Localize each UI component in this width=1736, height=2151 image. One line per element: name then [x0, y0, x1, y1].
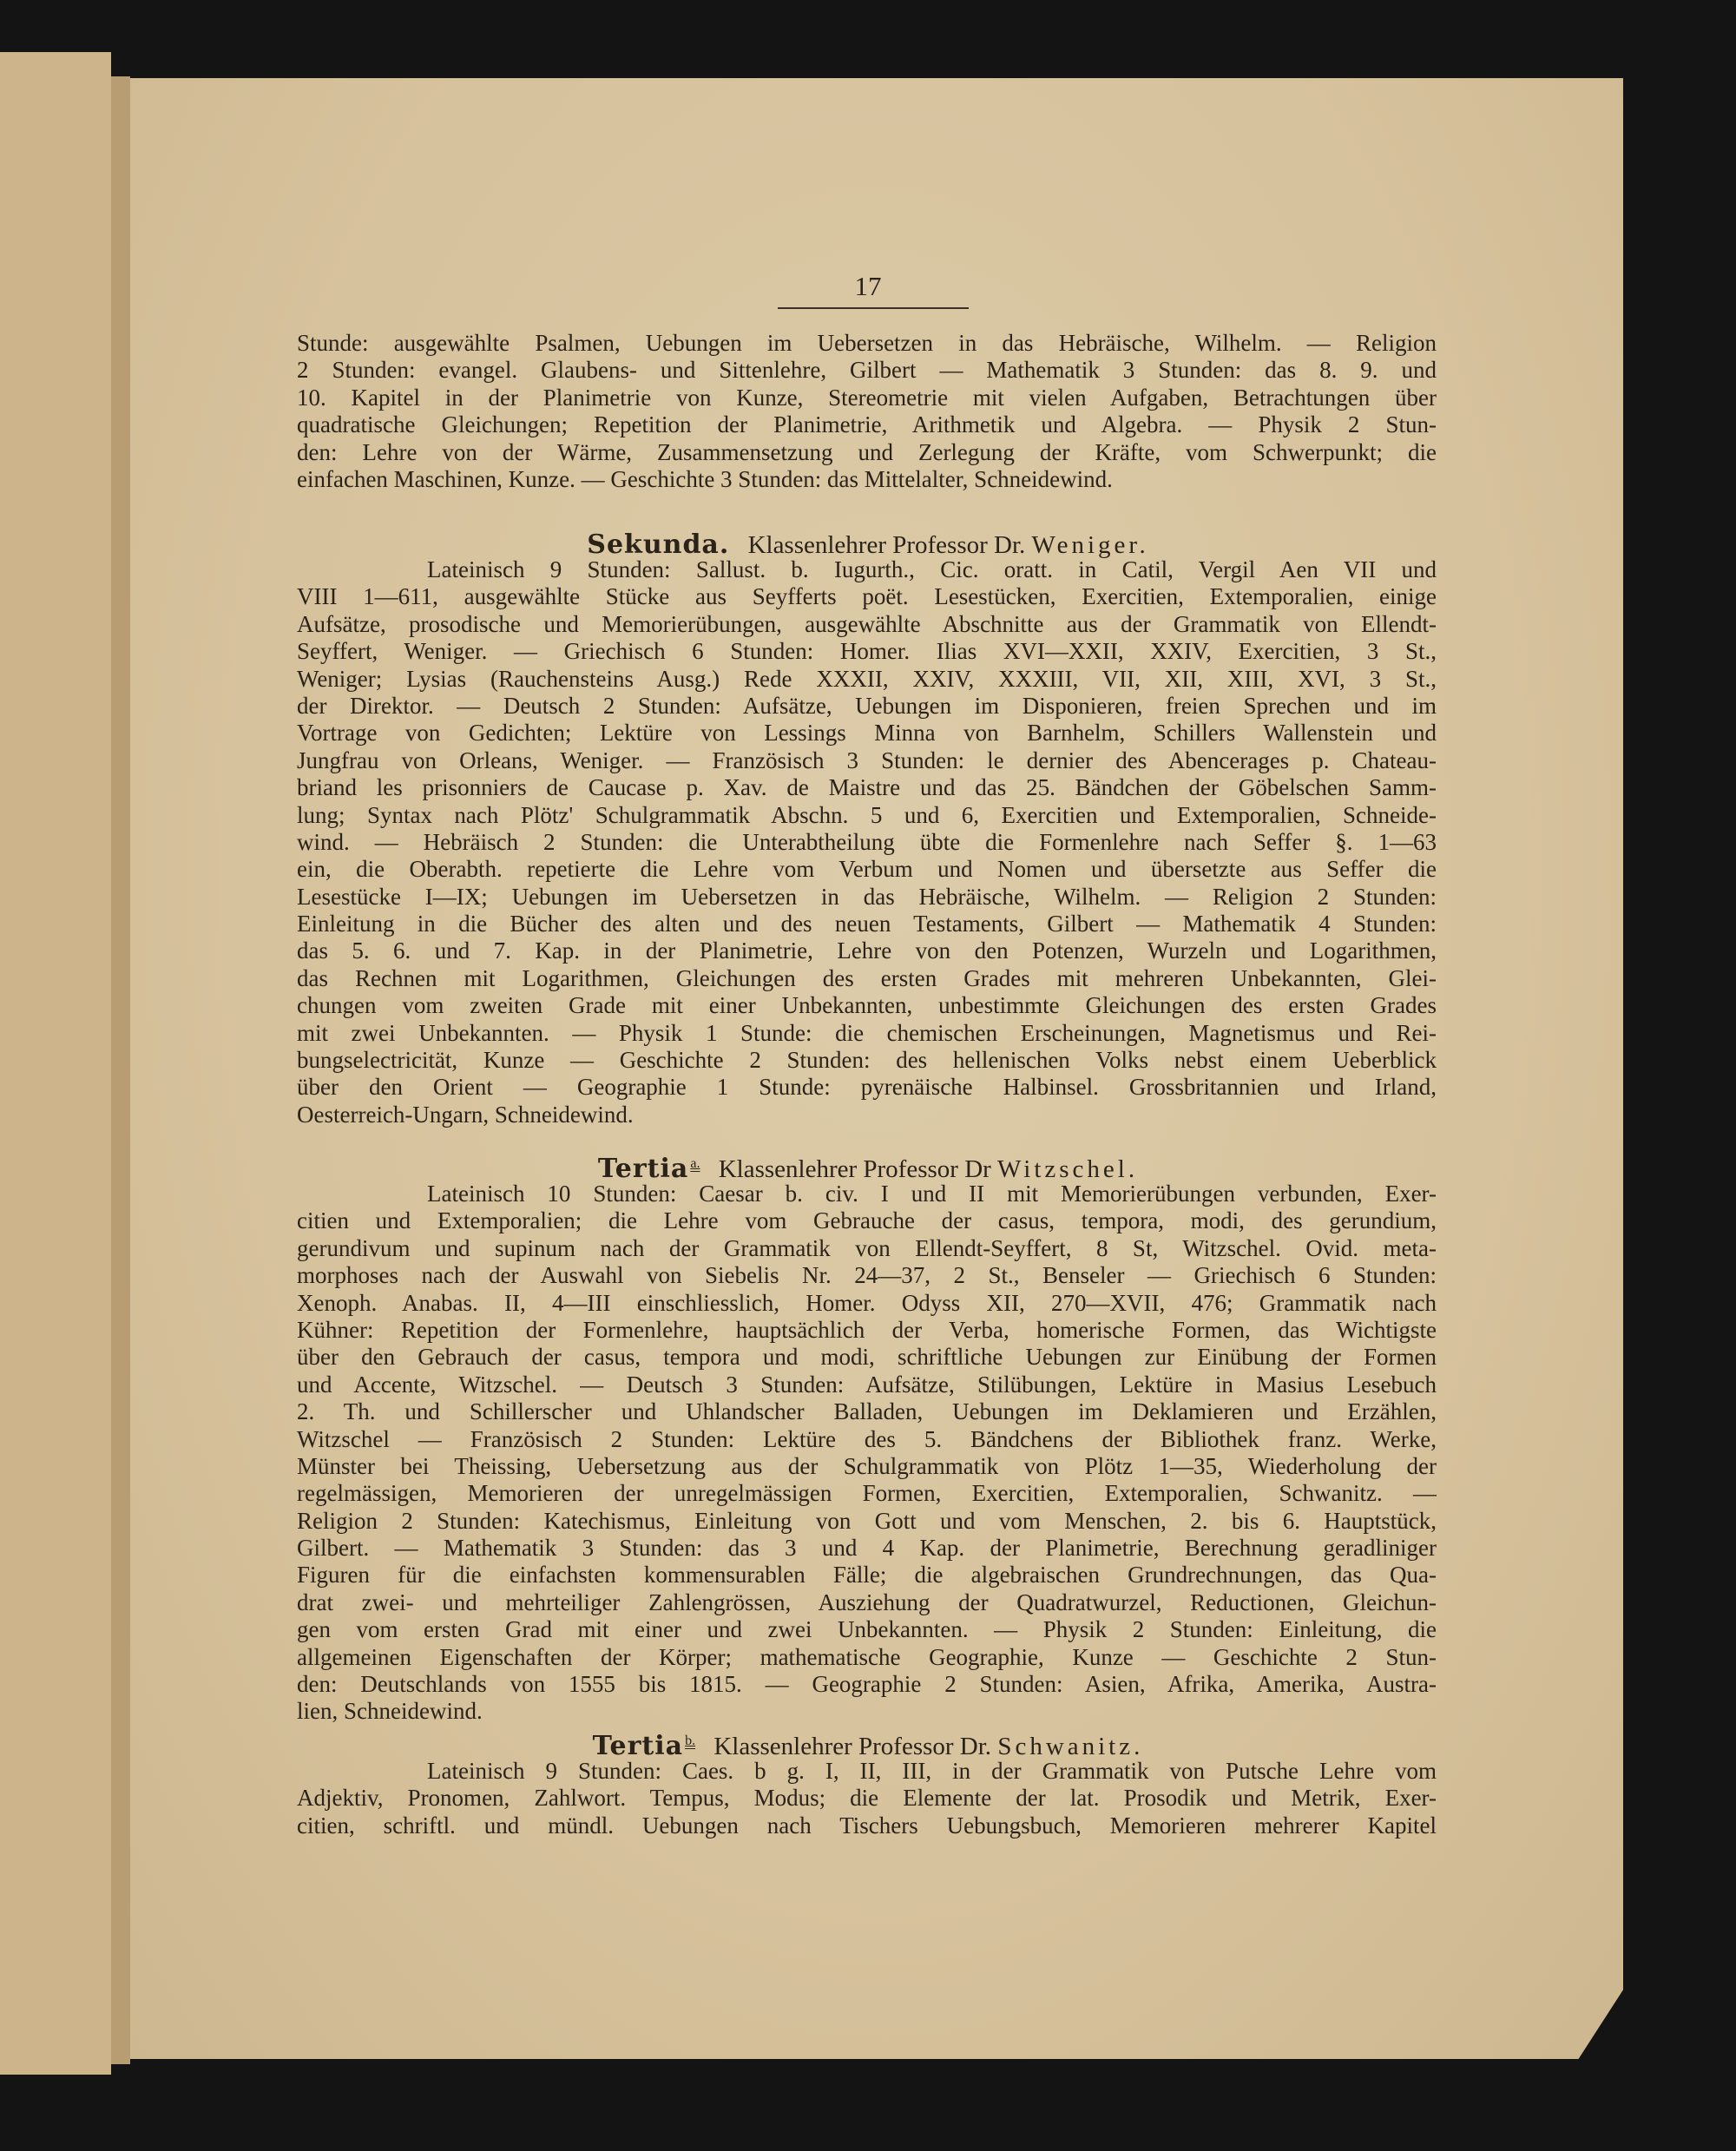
text-line: briand les prisonniers de Caucase p. Xav. de Maistre und das 25. Bändchen der Göbelschen Samm- — [297, 774, 1437, 801]
text-line: allgemeinen Eigenschaften der Körper; mathematische Geographie, Kunze — Geschichte 2 Stun- — [297, 1643, 1437, 1670]
text-line: Figuren für die einfachsten kommensurablen Fälle; die algebraischen Grundrechnungen, das Qua- — [297, 1562, 1437, 1589]
text-line: lung; Syntax nach Plötz' Schulgrammatik Abschn. 5 und 6, Exercitien und Extemporalien, Schneide- — [297, 801, 1437, 828]
text-line: Xenoph. Anabas. II, 4—III einschliesslich, Homer. Odyss XII, 270—XVII, 476; Grammatik nach — [297, 1289, 1437, 1316]
tertia-a-paragraph — [297, 1181, 1437, 1726]
tertia-b-title: Tertia — [592, 1731, 684, 1761]
text-line: morphoses nach der Auswahl von Siebelis Nr. 24—37, 2 St., Benseler — Griechisch 6 Stunden: — [297, 1262, 1437, 1289]
tertia-b-heading — [0, 1731, 1736, 1761]
text-line: citien, schriftl. und mündl. Uebungen nach Tischers Uebungsbuch, Memorieren mehrerer Kapitel — [297, 1812, 1437, 1839]
text-line: Seyffert, Weniger. — Griechisch 6 Stunden: Homer. Ilias XVI—XXII, XXIV, Exercitien, 3 St., — [297, 638, 1437, 665]
text-line: drat zwei- und mehrteiliger Zahlengrössen, Ausziehung der Quadratwurzel, Reductionen, Gleichun- — [297, 1589, 1437, 1615]
intro-paragraph — [297, 330, 1437, 493]
text-line: citien und Extemporalien; die Lehre vom Gebrauche der casus, tempora, modi, des gerundium, — [297, 1207, 1437, 1234]
text-line: gen vom ersten Grad mit einer und zwei Unbekannten. — Physik 2 Stunden: Einleitung, die — [297, 1616, 1437, 1643]
text-line: Einleitung in die Bücher des alten und des neuen Testaments, Gilbert — Mathematik 4 Stunden: — [297, 911, 1437, 937]
text-line: Kühner: Repetition der Formenlehre, hauptsächlich der Verba, homerische Formen, das Wichtigste — [297, 1316, 1437, 1343]
text-line: Lateinisch 9 Stunden: Caes. b g. I, II, III, in der Grammatik von Putsche Lehre vom — [427, 1758, 1437, 1784]
text-line: Adjektiv, Pronomen, Zahlwort. Tempus, Modus; die Elemente der lat. Prosodik und Metrik, Exer- — [297, 1785, 1437, 1812]
sekunda-paragraph — [297, 556, 1437, 1128]
sekunda-heading — [0, 530, 1736, 560]
tertia-a-title: Tertia — [597, 1154, 689, 1184]
text-line: Stunde: ausgewählte Psalmen, Uebungen im Uebersetzen in das Hebräische, Wilhelm. — Religion — [297, 330, 1437, 356]
text-line: 10. Kapitel in der Planimetrie von Kunze, Stereometrie mit vielen Aufgaben, Betrachtungen über — [297, 384, 1437, 411]
text-line: der Direktor. — Deutsch 2 Stunden: Aufsätze, Uebungen im Disponieren, freien Sprechen und im — [297, 692, 1437, 719]
tertia-a-heading — [0, 1154, 1736, 1184]
text-line: Witzschel — Französisch 2 Stunden: Lektüre des 5. Bändchens der Bibliothek franz. Werke, — [297, 1425, 1437, 1452]
page-number: 17 — [854, 271, 882, 301]
text-line: über den Orient — Geographie 1 Stunde: pyrenäische Halbinsel. Grossbritannien und Irland, — [297, 1074, 1437, 1101]
text-line: über den Gebrauch der casus, tempora und modi, schriftliche Uebungen zur Einübung der Formen — [297, 1344, 1437, 1371]
text-line: Lateinisch 10 Stunden: Caesar b. civ. I und II mit Memorierübungen verbunden, Exer- — [427, 1181, 1437, 1207]
tertia-b-sup: b. — [685, 1733, 696, 1749]
tertia-a-teacher-prefix: Klassenlehrer Professor Dr — [718, 1155, 991, 1183]
text-line: regelmässigen, Memorieren der unregelmässigen Formen, Exercitien, Extemporalien, Schwanitz. — — [297, 1480, 1437, 1507]
text-line: VIII 1—611, ausgewählte Stücke aus Seyfferts poët. Lesestücken, Exercitien, Extemporalien, einige — [297, 583, 1437, 610]
text-line: Münster bei Theissing, Uebersetzung aus der Schulgrammatik von Plötz 1—35, Wiederholung der — [297, 1452, 1437, 1479]
text-line: das 5. 6. und 7. Kap. in der Planimetrie, Lehre von den Potenzen, Wurzeln und Logarithmen, — [297, 937, 1437, 964]
book-spine — [111, 76, 130, 2064]
text-line: Aufsätze, prosodische und Memorierübungen, ausgewählte Abschnitte aus der Grammatik von Ellendt- — [297, 610, 1437, 637]
text-line: lien, Schneidewind. — [297, 1698, 483, 1725]
text-line: 2 Stunden: evangel. Glaubens- und Sittenlehre, Gilbert — Mathematik 3 Stunden: das 8. 9. und — [297, 357, 1437, 384]
text-line: 2. Th. und Schillerscher und Uhlandscher Balladen, Uebungen im Deklamieren und Erzählen, — [297, 1398, 1437, 1425]
tertia-b-teacher-prefix: Klassenlehrer Professor Dr. — [713, 1733, 992, 1760]
tertia-b-paragraph — [297, 1758, 1437, 1839]
tertia-a-teacher-name: Witzschel. — [997, 1155, 1139, 1183]
text-line: gerundivum und supinum nach der Grammatik von Ellendt-Seyffert, 8 St, Witzschel. Ovid. meta- — [297, 1234, 1437, 1261]
text-line: ein, die Oberabth. repetierte die Lehre vom Verbum und Nomen und übersetzte aus Seffer die — [297, 856, 1437, 883]
text-line: quadratische Gleichungen; Repetition der Planimetrie, Arithmetik und Algebra. — Physik 2 Stun- — [297, 411, 1437, 438]
text-line: den: Deutschlands von 1555 bis 1815. — Geographie 2 Stunden: Asien, Afrika, Amerika, Austra- — [297, 1671, 1437, 1698]
tertia-b-teacher-name: Schwanitz. — [997, 1733, 1144, 1760]
text-line: den: Lehre von der Wärme, Zusammensetzung und Zerlegung der Kräfte, vom Schwerpunkt; die — [297, 438, 1437, 465]
tertia-a-sup: a. — [690, 1156, 700, 1172]
text-line: Lateinisch 9 Stunden: Sallust. b. Iugurth., Cic. oratt. in Catil, Vergil Aen VII und — [427, 556, 1437, 582]
text-line: und Accente, Witzschel. — Deutsch 3 Stunden: Aufsätze, Stilübungen, Lektüre in Masius Lesebuch — [297, 1371, 1437, 1398]
text-line: Jungfrau von Orleans, Weniger. — Französisch 3 Stunden: le dernier des Abencerages p. Chateau- — [297, 747, 1437, 773]
text-line: das Rechnen mit Logarithmen, Gleichungen des ersten Grades mit mehreren Unbekannten, Glei- — [297, 964, 1437, 991]
text-line: Vortrage von Gedichten; Lektüre von Lessings Minna von Barnhelm, Schillers Wallenstein und — [297, 720, 1437, 747]
text-line: bungselectricität, Kunze — Geschichte 2 Stunden: des hellenischen Volks nebst einem Ueberblick — [297, 1047, 1437, 1074]
text-line: wind. — Hebräisch 2 Stunden: die Unterabtheilung übte die Formenlehre nach Seffer §. 1—63 — [297, 828, 1437, 855]
text-line: Gilbert. — Mathematik 3 Stunden: das 3 und 4 Kap. der Planimetrie, Berechnung geradliniger — [297, 1535, 1437, 1562]
text-line: Oesterreich-Ungarn, Schneidewind. — [297, 1101, 634, 1128]
text-line: mit zwei Unbekannten. — Physik 1 Stunde: die chemischen Erscheinungen, Magnetismus und Rei- — [297, 1019, 1437, 1046]
sekunda-teacher-name: Weniger. — [1031, 531, 1149, 559]
text-line: Religion 2 Stunden: Katechismus, Einleitung von Gott und vom Menschen, 2. bis 6. Hauptstück, — [297, 1507, 1437, 1534]
text-line: einfachen Maschinen, Kunze. — Geschichte 3 Stunden: das Mittelalter, Schneidewind. — [297, 465, 1113, 492]
sekunda-title: Sekunda. — [587, 530, 730, 560]
facing-page-edge — [0, 52, 111, 2075]
text-line: Weniger; Lysias (Rauchensteins Ausg.) Rede XXXII, XXIV, XXXIII, VII, XII, XIII, XVI, 3 St., — [297, 665, 1437, 692]
text-line: Lesestücke I—IX; Uebungen im Uebersetzen in das Hebräische, Wilhelm. — Religion 2 Stunden: — [297, 883, 1437, 910]
text-line: chungen vom zweiten Grade mit einer Unbekannten, unbestimmte Gleichungen des ersten Grades — [297, 992, 1437, 1019]
page-number-rule — [778, 307, 969, 309]
sekunda-teacher-prefix: Klassenlehrer Professor Dr. — [747, 531, 1026, 559]
